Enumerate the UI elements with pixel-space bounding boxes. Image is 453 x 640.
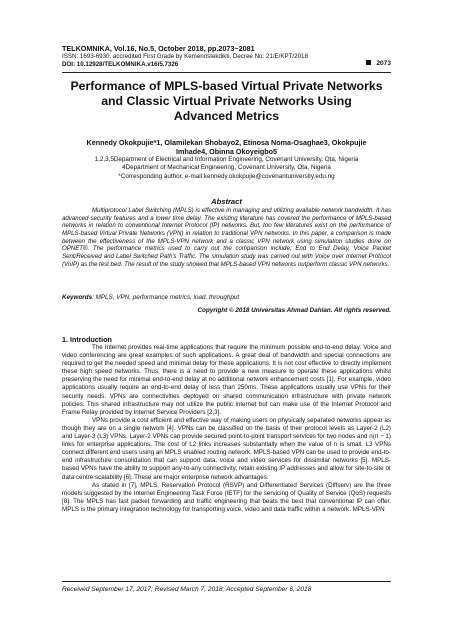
page-number bbox=[366, 60, 391, 67]
paragraph: VPNs provide a cost efficient and effective way of making users on physically separated networks appear as though they are on a single network [4]. VPNs can be classified on the basis of their protocol levels as Layer-2 (L2) and Layer-3 (L3) VPNs. Layer-2 VPNs can provide secured point-to-point transport services for two nodes and n(n − 1) links for enterprise applications. The cost of L2 links increases substantially when the value of n is small. L3 VPNs connect different end users using an MPLS enabled routing network. MPLS-based VPN can be used to provide end-to-end infrastructure consolidation that can support data, voice and video services for dissimilar networks [5]. MPLS-based VPNs have the ability to support any-to-any connectivity, retain existing IP addresses and allow for site-to-site or data centre scalability [6]. These are major enterprise network advantages. bbox=[62, 416, 391, 481]
journal-line: TELKOMNIKA, Vol.16, No.5, October 2018, pp.2073~2081 bbox=[62, 44, 255, 53]
paper-title bbox=[62, 79, 391, 124]
author-list bbox=[62, 138, 391, 156]
introduction-body bbox=[62, 344, 391, 514]
authors-line-1: Kennedy Okokpujie*1, Olamilekan Shobayo2, Etinosa Noma-Osaghae3, Okokpujie bbox=[86, 138, 367, 147]
affiliation-line-1: 1,2,3,5Department of Electrical and Information Engineering, Covenant University, Ota, Nigeria bbox=[94, 156, 359, 163]
title-line-2: and Classic Virtual Private Networks Using bbox=[101, 94, 352, 108]
copyright-notice: Copyright © 2018 Universitas Ahmad Dahlan. All rights reserved. bbox=[197, 307, 391, 314]
section-heading: 1. Introduction bbox=[62, 335, 112, 344]
page-number-text: 2073 bbox=[376, 60, 391, 67]
title-line-3: Advanced Metrics bbox=[173, 109, 280, 123]
footer-divider bbox=[62, 581, 391, 582]
paragraph: As stated in [7], MPLS, Reservation Protocol (RSVP) and Differentiated Services (Diffserv) are the three models suggested by the Internet Engineering Task Force (IETF) for the servicing of Quality of Service (QoS) requests [8]. The MPLS has fast packet forwarding and traffic engineering that beats the best that conventional IP can offer. MPLS is the primary integration technology for transporting voice, video and data traffic within a network. MPLS-VPN bbox=[62, 481, 391, 513]
abstract-text: Multiprotocol Label Switching (MPLS) is effective in managing and utilizing available network bandwidth. It has advanced security features and a lower time delay. The existing literature has covered the performance of MPLS-based networks in relation to conventional Internet Protocol (IP) networks. But, too few literatures exist on the performance of MPLS-based Virtual Private Networks (VPN) in relation to traditional VPN networks. In this paper, a comparison is made between the effectiveness of the MPLS-VPN network and a classic VPN network using simulation studies done on OPNET®. The performance metrics used to carry out the comparison include; End to End Delay, Voice Packet Sent/Received and Label Switched Path's Traffic. The simulation study was carried out with Voice over Internet Protocol (VoIP) as the test bed. The result of the study showed that MPLS-based VPN networks outperform classic VPN networks. bbox=[62, 207, 391, 268]
doi-line: DOI: 10.12928/TELKOMNIKA.v16i5.7326 bbox=[62, 61, 179, 68]
issn-line: ISSN: 1693-6930, accredited First Grade by Kemenristekdikti, Decree No: 21/E/KPT/2018 bbox=[62, 53, 308, 60]
journal-header bbox=[62, 44, 391, 69]
title-line-1: Performance of MPLS-based Virtual Private Networks bbox=[70, 79, 383, 93]
square-bullet-icon bbox=[366, 60, 371, 65]
affiliations bbox=[62, 156, 391, 181]
abstract-heading: Abstract bbox=[211, 197, 242, 206]
authors-line-2: Imhade4, Obinna Okoyeigbo5 bbox=[175, 147, 278, 156]
header-divider bbox=[62, 72, 391, 73]
affiliation-line-2: 4Department of Mechanical Engineering, Covenant University, Ota, Nigeria bbox=[122, 164, 331, 172]
received-dates: Received September 17, 2017; Revised March 7, 2018; Accepted September 6, 2018 bbox=[62, 586, 312, 593]
keywords-text: : MPLS, VPN, performance metrics, load, throughput bbox=[92, 294, 240, 301]
corresponding-author: *Corresponding author, e-mail:kennedy.okokpujie@covenantuniversity.edu.ng bbox=[118, 172, 335, 180]
keywords bbox=[62, 294, 391, 301]
paragraph: The Internet provides real-time applications that require the minimum possible end-to-end delay. Voice and video conferencing are great examples of such applications. A great deal of bandwidth and special connections are required to get the needed speed and minimal delay for these applications. It is not cost effective to directly implement these high speed networks. Thus, there is a need to provide a new measure to operate these applications whilst preserving the need for minimal end-to-end delay at no additional network enhancement costs [1]. For example, video applications usually require an end-to-end delay of less than 250ms. These applications usually use VPNs for their security needs. VPNs are connectivities deployed on shared communication infrastructure with private network policies. This shared infrastructure may not utilize the public internet but can make use of the Internet Protocol and Frame Relay provided by Internet Service Providers [2,3]. bbox=[62, 344, 391, 416]
keywords-label: Keywords bbox=[62, 294, 93, 301]
